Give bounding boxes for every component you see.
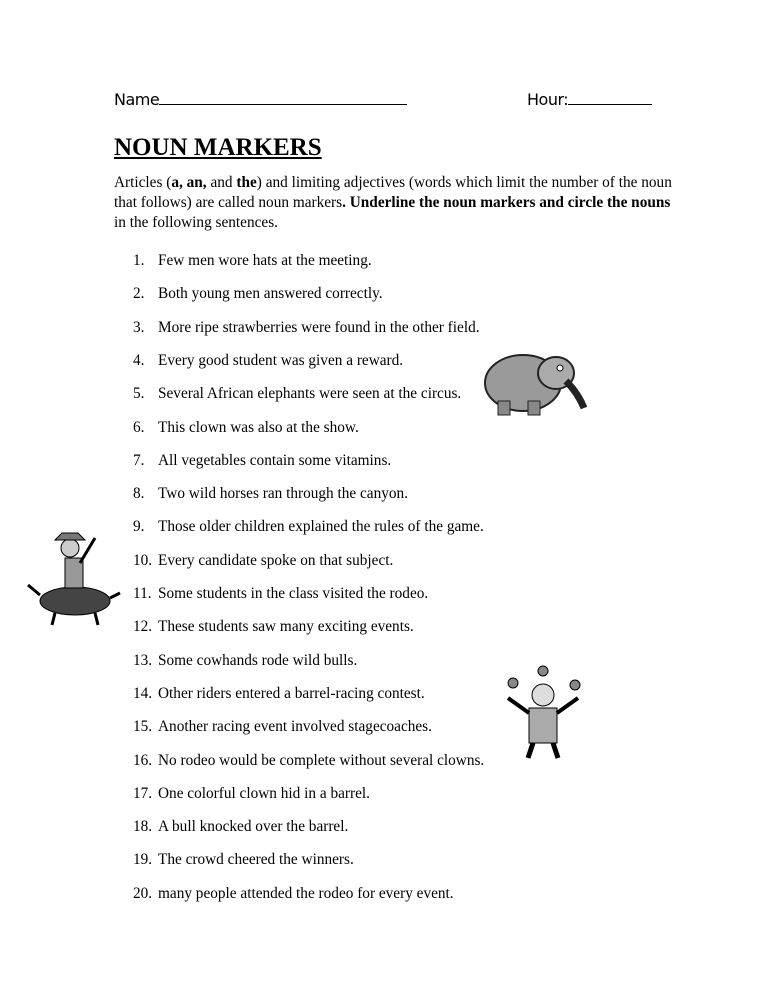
item-text[interactable]: Few men wore hats at the meeting. bbox=[158, 252, 372, 269]
item-number: 19. bbox=[133, 851, 153, 869]
sentence-item bbox=[133, 252, 372, 270]
name-blank[interactable] bbox=[159, 90, 407, 105]
elephant-icon bbox=[478, 343, 588, 418]
sentence-item bbox=[133, 885, 454, 903]
instructions: Articles (a, an, and the) and limiting adjectives (words which limit the number of the noun that follows) are called noun markers. Underline the noun markers and circle the nouns in the following sentences. bbox=[114, 174, 672, 231]
sentence-item bbox=[133, 385, 461, 403]
sentence-item bbox=[133, 485, 408, 503]
item-number: 5. bbox=[133, 385, 145, 403]
sentence-item bbox=[133, 585, 428, 603]
item-text[interactable]: many people attended the rodeo for every event. bbox=[158, 884, 454, 902]
name-label: Name bbox=[114, 90, 160, 109]
hour-blank[interactable] bbox=[568, 90, 652, 105]
item-number: 1. bbox=[133, 252, 145, 269]
item-text[interactable]: Both young men answered correctly. bbox=[158, 285, 383, 303]
item-number: 17. bbox=[133, 784, 153, 802]
sentence-item bbox=[133, 652, 357, 670]
item-number: 14. bbox=[133, 684, 153, 702]
item-text[interactable]: Other riders entered a barrel-racing contest. bbox=[158, 684, 425, 702]
item-text[interactable]: Every candidate spoke on that subject. bbox=[158, 551, 394, 569]
sentence-item bbox=[133, 285, 383, 303]
item-number: 16. bbox=[133, 751, 153, 769]
sentence-item bbox=[133, 618, 414, 636]
item-text[interactable]: Some students in the class visited the rodeo. bbox=[158, 585, 429, 602]
sentence-item bbox=[133, 552, 393, 570]
sentence-item bbox=[133, 518, 484, 536]
item-text[interactable]: A bull knocked over the barrel. bbox=[158, 818, 349, 836]
item-text[interactable]: Those older children explained the rules of the game. bbox=[158, 518, 484, 536]
item-number: 7. bbox=[133, 451, 145, 469]
sentence-item bbox=[133, 785, 370, 803]
item-number: 6. bbox=[133, 418, 145, 436]
item-number: 2. bbox=[133, 285, 145, 303]
hour-label: Hour: bbox=[527, 90, 569, 109]
item-text[interactable]: Every good student was given a reward. bbox=[158, 351, 404, 369]
item-number: 9. bbox=[133, 518, 145, 536]
sentence-item bbox=[133, 752, 484, 770]
sentence-item bbox=[133, 319, 480, 337]
item-number: 18. bbox=[133, 818, 153, 836]
sentence-item bbox=[133, 685, 425, 703]
item-text[interactable]: More ripe strawberries were found in the other field. bbox=[158, 318, 480, 336]
cowboy-bull-icon bbox=[20, 523, 125, 628]
sentence-item bbox=[133, 718, 432, 736]
sentence-item bbox=[133, 419, 359, 437]
item-number: 13. bbox=[133, 651, 153, 669]
item-number: 8. bbox=[133, 485, 145, 503]
item-number: 10. bbox=[133, 551, 153, 569]
item-text[interactable]: These students saw many exciting events. bbox=[158, 618, 414, 636]
item-number: 11. bbox=[133, 585, 152, 602]
item-text[interactable]: One colorful clown hid in a barrel. bbox=[158, 784, 370, 802]
sentence-item bbox=[133, 352, 403, 370]
sentence-item bbox=[133, 818, 348, 836]
item-text[interactable]: Two wild horses ran through the canyon. bbox=[158, 485, 409, 503]
sentence-item bbox=[133, 452, 391, 470]
item-number: 3. bbox=[133, 318, 145, 336]
item-number: 12. bbox=[133, 618, 153, 636]
page-title: NOUN MARKERS bbox=[114, 134, 322, 161]
item-text[interactable]: No rodeo would be complete without several clowns. bbox=[158, 751, 485, 769]
juggling-clown-icon bbox=[493, 663, 598, 763]
name-field bbox=[114, 90, 407, 109]
item-text[interactable]: Some cowhands rode wild bulls. bbox=[158, 651, 358, 669]
sentence-item bbox=[133, 851, 354, 869]
item-text[interactable]: Several African elephants were seen at the circus. bbox=[158, 385, 462, 403]
item-text[interactable]: This clown was also at the show. bbox=[158, 418, 359, 436]
hour-field bbox=[527, 90, 652, 109]
item-text[interactable]: The crowd cheered the winners. bbox=[158, 851, 354, 869]
item-number: 4. bbox=[133, 351, 145, 369]
item-text[interactable]: Another racing event involved stagecoaches. bbox=[158, 718, 432, 736]
item-text[interactable]: All vegetables contain some vitamins. bbox=[158, 451, 392, 469]
item-number: 20. bbox=[133, 884, 153, 902]
item-number: 15. bbox=[133, 718, 153, 736]
